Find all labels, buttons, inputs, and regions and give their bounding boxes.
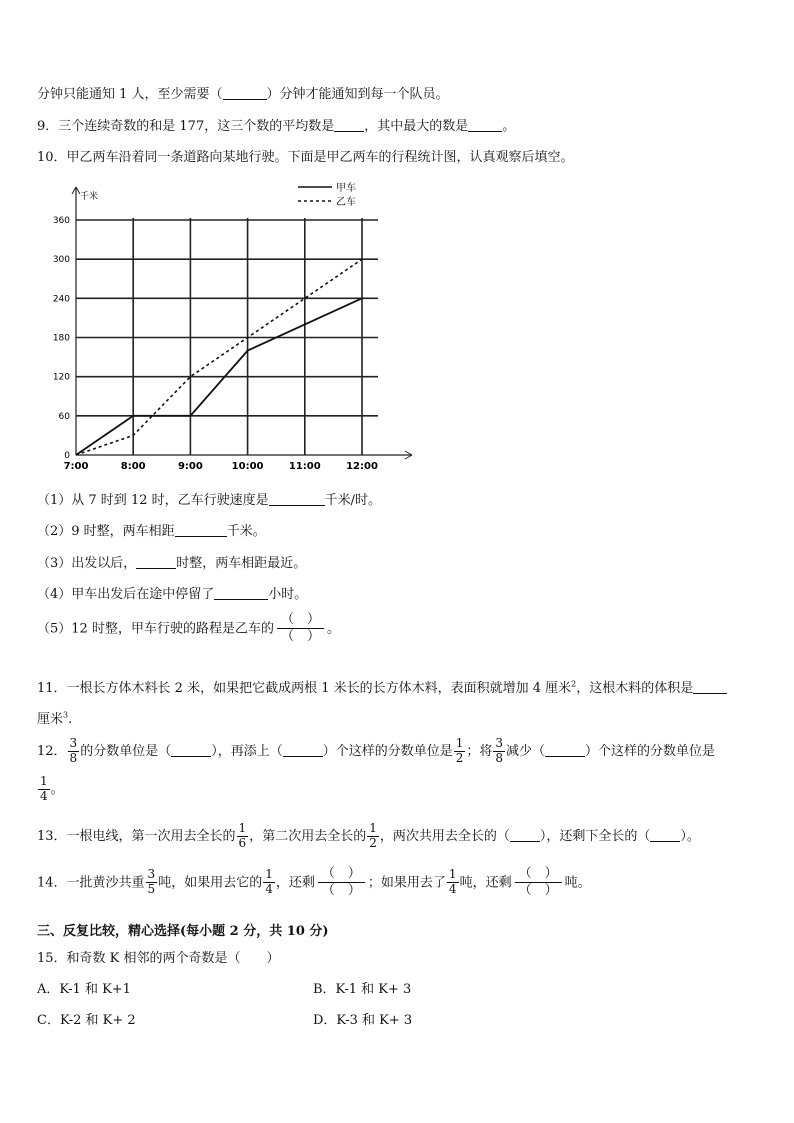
- q11-line2: [37, 708, 72, 727]
- q14-text-b: 吨，如果用去它的: [158, 875, 263, 891]
- q14-text-f: 吨。: [564, 875, 591, 891]
- x-tick-label-1: 8:00: [120, 461, 146, 472]
- q12-text-e: ；将: [466, 743, 493, 759]
- q13-text-d: ），还剩下全长的（: [539, 828, 651, 844]
- q10-2-text-a: （2）9 时整，两车相距: [37, 524, 175, 539]
- q11-sup-3: 3: [63, 710, 69, 720]
- q11-text-d: .: [68, 712, 73, 727]
- q11-text-b: ，这根木料的体积是: [576, 681, 694, 696]
- q13-text-c: ，两次共用去全长的（: [379, 828, 510, 844]
- q10-2-blank[interactable]: [175, 523, 227, 537]
- q10-sub5: [37, 612, 340, 646]
- q12-blank-add[interactable]: [283, 743, 323, 757]
- q8-tail: [37, 83, 449, 102]
- travel-line-chart: [40, 175, 415, 475]
- q12-blank-unit[interactable]: [171, 743, 211, 757]
- q12-text-d: ）个这样的分数单位是: [322, 743, 453, 759]
- q11-text-a: 11．一根长方体木料长 2 米，如果把它截成两根 1 米长的长方体木料，表面积就增加 4 厘米: [37, 681, 572, 696]
- y-tick-label-0: 0: [64, 451, 70, 461]
- q10-1-text-b: 千米/时。: [324, 493, 382, 508]
- q12-line1: [37, 737, 715, 766]
- q10-sub2: [37, 520, 266, 539]
- q9-text-a: 9．三个连续奇数的和是 177，这三个数的平均数是: [37, 119, 335, 134]
- q12-fraction-1-4: $\frac{1}{4}$: [40, 774, 48, 803]
- y-tick-label-300: 300: [52, 255, 70, 266]
- y-tick-label-60: 60: [58, 411, 70, 422]
- chart-legend: [298, 182, 356, 208]
- q14-answer-fraction-a[interactable]: （ ） （ ）: [318, 866, 365, 900]
- q14-text-c: ，还剩: [275, 875, 315, 891]
- q10-sub4: [37, 583, 307, 602]
- q14-fraction-1-4-b: $\frac{1}{4}$: [448, 867, 457, 897]
- q8-answer-blank[interactable]: [223, 86, 267, 100]
- q10-4-text-a: （4）甲车出发后在途中停留了: [37, 587, 215, 602]
- q14-fraction-3-5: $\frac{3}{5}$: [147, 867, 156, 897]
- q12-text-b: 的分数单位是（: [80, 743, 172, 759]
- q12-text-f: 减少（: [506, 743, 546, 759]
- q10-1-blank[interactable]: [269, 492, 325, 506]
- y-tick-label-240: 240: [52, 294, 70, 305]
- q15-option-a[interactable]: A．K-1 和 K+1: [37, 982, 131, 997]
- x-tick-label-3: 10:00: [231, 461, 264, 472]
- x-tick-label-5: 12:00: [346, 461, 378, 472]
- q10-4-blank[interactable]: [214, 586, 268, 600]
- q10-1-text-a: （1）从 7 时到 12 时，乙车行驶速度是: [37, 493, 269, 508]
- q12-fraction-1-2: $\frac{1}{2}$: [455, 736, 464, 765]
- q14-answer-fraction-b[interactable]: （ ） （ ）: [515, 866, 562, 900]
- q10-3-blank[interactable]: [136, 555, 176, 569]
- q10-3-text-a: （3）出发以后，: [37, 556, 137, 571]
- q10-sub3: [37, 552, 306, 571]
- q13-text-a: 13．一根电线，第一次用去全长的: [37, 828, 236, 844]
- q12-blank-reduce[interactable]: [545, 743, 585, 757]
- q15-option-d[interactable]: D．K-3 和 K+ 3: [313, 1013, 413, 1028]
- y-tick-label-180: 180: [52, 333, 70, 344]
- chart-grid: [76, 218, 378, 455]
- q12-text-a: 12．: [37, 743, 67, 759]
- y-tick-label-360: 360: [52, 216, 70, 226]
- x-tick-label-4: 11:00: [288, 461, 321, 472]
- chart-tick-labels: [53, 216, 378, 472]
- chart-axes: [72, 187, 412, 459]
- q12-text-h: 。: [50, 781, 64, 797]
- q9-text-b: ，其中最大的数是: [364, 119, 469, 134]
- q13-text-e: ）。: [680, 828, 700, 844]
- q14-text-a: 14．一批黄沙共重: [37, 875, 145, 891]
- q15-option-c[interactable]: C．K-2 和 K+ 2: [37, 1013, 136, 1028]
- section-3-heading: 三、反复比较，精心选择(每小题 2 分，共 10 分): [37, 924, 329, 939]
- q10-3-text-b: 时整，两车相距最近。: [176, 556, 307, 571]
- q10-2-text-b: 千米。: [226, 524, 266, 539]
- q8-text-a: 分钟只能通知 1 人，至少需要（: [37, 87, 223, 102]
- legend-label-2: 乙车: [336, 197, 356, 208]
- q15-option-b[interactable]: B．K-1 和 K+ 3: [313, 982, 412, 997]
- x-tick-label-2: 9:00: [177, 461, 203, 472]
- q12-fraction-3-8: $\frac{3}{8}$: [69, 736, 78, 765]
- q13: [37, 822, 700, 851]
- q13-text-b: ，第二次用去全长的: [249, 828, 367, 844]
- y-tick-label-120: 120: [52, 372, 70, 383]
- q9-blank-average[interactable]: [334, 118, 364, 132]
- q11-line1: [37, 677, 727, 696]
- q12-fraction-3-8-b: $\frac{3}{8}$: [495, 736, 504, 765]
- q13-blank-left[interactable]: [650, 828, 680, 842]
- q10-5-text-b: 。: [327, 621, 341, 637]
- chart-series: [76, 259, 362, 455]
- q13-fraction-1-6: $\frac{1}{6}$: [238, 821, 247, 850]
- q13-blank-used[interactable]: [510, 828, 540, 842]
- q10-stem: 10．甲乙两车沿着同一条道路向某地行驶。下面是甲乙两车的行程统计图，认真观察后填空。: [37, 150, 574, 165]
- q10-4-text-b: 小时。: [268, 587, 308, 602]
- q15-stem: 15．和奇数 K 相邻的两个奇数是（ ）: [37, 951, 280, 966]
- x-tick-label-0: 7:00: [63, 461, 89, 472]
- q11-sup-2: 2: [571, 679, 577, 689]
- q14-text-d: ；如果用去了: [367, 875, 446, 891]
- q12-text-g: ）个这样的分数单位是: [585, 743, 716, 759]
- chart-y-axis-label: 千米: [80, 192, 99, 202]
- q12-line2: [37, 775, 64, 804]
- q9-text-c: 。: [502, 119, 516, 134]
- q12-text-c: ），再添上（: [211, 743, 283, 759]
- q14-text-e: 吨，还剩: [459, 875, 512, 891]
- q14-fraction-1-4: $\frac{1}{4}$: [265, 867, 273, 897]
- q11-blank[interactable]: [693, 680, 727, 694]
- q10-5-text-a: （5）12 时整，甲车行驶的路程是乙车的: [37, 621, 274, 637]
- q10-5-answer-fraction[interactable]: （ ） （ ）: [277, 612, 324, 646]
- q11-text-c: 厘米: [37, 712, 64, 727]
- legend-label-1: 甲车: [336, 183, 356, 194]
- q9: [37, 115, 515, 134]
- q13-fraction-1-2: $\frac{1}{2}$: [369, 821, 377, 850]
- q10-sub1: [37, 489, 381, 508]
- q9-blank-largest[interactable]: [468, 118, 502, 132]
- q8-text-b: ）分钟才能通知到每一个队员。: [266, 87, 449, 102]
- q14: [37, 866, 591, 900]
